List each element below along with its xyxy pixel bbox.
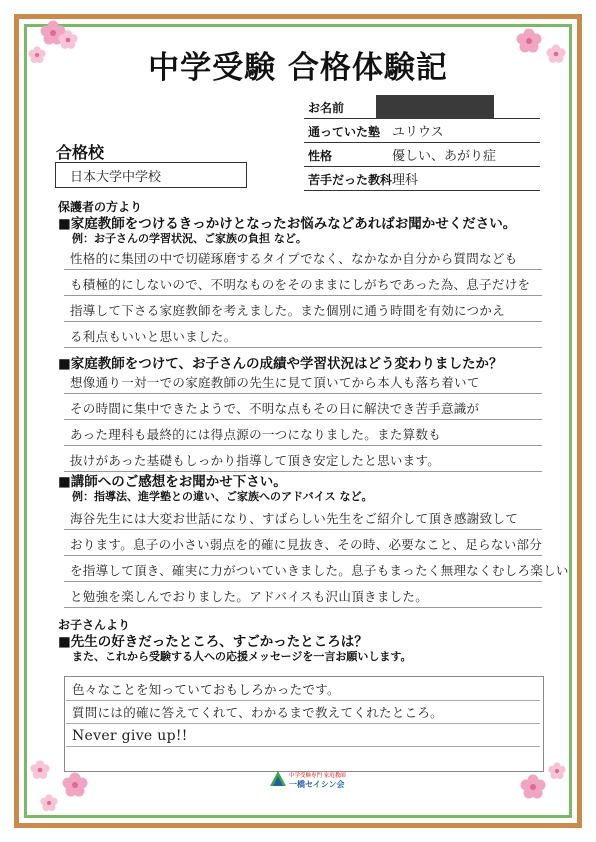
answer-line bbox=[66, 724, 540, 747]
weak-subject-value: 理科 bbox=[392, 173, 419, 188]
question-3: ■講師へのご感想をお聞かせ下さい。 bbox=[58, 474, 287, 490]
answer-text: を指導して頂き、確実に力がついていきました。息子もまったく無理なくむしろ楽しい bbox=[70, 563, 569, 578]
answer-text: あった理科も最終的には得点源の一つになりました。また算数も bbox=[70, 427, 442, 442]
passed-school-value: 日本大学中学校 bbox=[70, 170, 162, 185]
answer-text: 性格的に集団の中で切磋琢磨するタイプでなく、なかなか自分から質問なども bbox=[70, 251, 518, 266]
question-2: ■家庭教師をつけて、お子さんの成績や学習状況はどう変わりましたか？ bbox=[58, 356, 503, 372]
flower-icon bbox=[520, 774, 546, 800]
answer-line bbox=[64, 582, 542, 608]
school-attended-label: 通っていた塾 bbox=[308, 125, 381, 139]
flower-icon bbox=[548, 762, 566, 780]
answer-3 bbox=[64, 504, 569, 608]
weak-subject-row bbox=[304, 168, 540, 191]
answer-text: 指導して下さる家庭教師を考えました。また個別に通う時間を有効につかえ bbox=[70, 303, 505, 318]
answer-line bbox=[64, 530, 542, 556]
flower-icon bbox=[40, 794, 58, 812]
passed-school-label: 合格校 bbox=[56, 143, 105, 162]
answer-text: 抜けがあった基礎もしっかり指導して頂き安定したと思います。 bbox=[70, 453, 441, 468]
answer-line bbox=[64, 446, 542, 472]
personality-row bbox=[304, 144, 540, 167]
answer-text: 質問には的確に答えてくれて、わかるまで教えてくれたところ。 bbox=[72, 705, 443, 720]
child-question: ■先生の好きだったところ、すごかったところは？ bbox=[58, 634, 368, 650]
personality-value: 優しい、あがり症 bbox=[392, 149, 497, 164]
school-attended-value: ユリウス bbox=[392, 125, 444, 140]
answer-line bbox=[64, 270, 542, 296]
answer-line bbox=[64, 296, 542, 322]
answer-line bbox=[64, 322, 542, 348]
answer-text: その時間に集中できたようで、不明な点もその日に解決でき苦手意識が bbox=[70, 401, 480, 416]
answer-line bbox=[64, 556, 569, 582]
answer-line bbox=[64, 394, 542, 420]
answer-line bbox=[66, 701, 540, 724]
example-1: 例：お子さんの学習状況、ご家族の負担 など。 bbox=[72, 232, 307, 245]
guardian-heading: 保護者の方より bbox=[58, 200, 143, 214]
answer-text: 色々なことを知っていておもしろかったです。 bbox=[72, 682, 340, 697]
answer-line bbox=[64, 244, 542, 270]
child-heading: お子さんより bbox=[58, 618, 131, 632]
answer-line bbox=[64, 504, 542, 530]
question-1: ■家庭教師をつけるきっかけとなったお悩みなどあればお聞かせください。 bbox=[58, 216, 517, 232]
answer-text: 海谷先生には大変お世話になり、すばらしい先生をご紹介して頂き感謝致して bbox=[70, 511, 519, 526]
child-question-sub: また、これから受験する人への応援メッセージを一言お願いします。 bbox=[72, 650, 412, 663]
answer-line bbox=[64, 420, 542, 446]
personality-label: 性格 bbox=[308, 149, 333, 163]
page-title: 中学受験 合格体験記 bbox=[148, 50, 448, 86]
answer-text: Never give up!! bbox=[72, 728, 188, 744]
logo-mark-icon bbox=[268, 770, 288, 788]
redacted-name bbox=[376, 95, 494, 119]
weak-subject-label: 苦手だった教科 bbox=[308, 173, 393, 187]
flower-icon bbox=[62, 772, 88, 798]
answer-text: と勉強を楽しんでおりました。アドバイスも沢山頂きました。 bbox=[70, 589, 429, 604]
name-label: お名前 bbox=[308, 101, 345, 115]
answer-2 bbox=[64, 368, 542, 472]
school-attended-row bbox=[304, 120, 540, 143]
example-3: 例：指導法、進学塾との違い、ご家族へのアドバイス など。 bbox=[72, 490, 373, 503]
answer-1 bbox=[64, 244, 542, 348]
logo-tagline: 中学受験専門 家庭教師 bbox=[289, 773, 346, 779]
child-answer bbox=[66, 678, 540, 747]
logo-name: 一橋セイシン会 bbox=[289, 780, 345, 789]
flower-icon bbox=[30, 760, 50, 780]
answer-text: も積極的にしないので、不明なものをそのままにしがちであった為、息子だけを bbox=[70, 277, 531, 292]
answer-line bbox=[66, 678, 540, 701]
answer-text: おります。息子の小さい弱点を的確に見抜き、その時、必要なこと、足らない部分 bbox=[70, 537, 543, 552]
answer-text: 想像通り一対一での家庭教師の先生に見て頂いてから本人も落ち着いて bbox=[70, 375, 480, 390]
answer-line bbox=[64, 368, 542, 394]
answer-text: る利点もいいと思いました。 bbox=[70, 329, 237, 344]
